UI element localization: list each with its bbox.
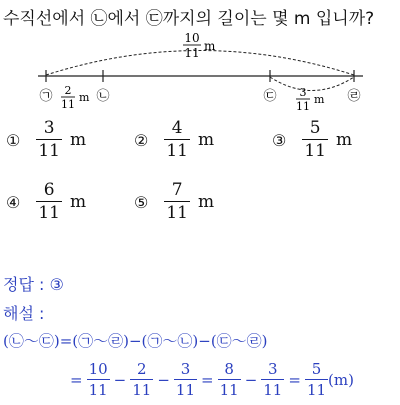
- choice-5-den: 11: [166, 203, 188, 223]
- eq-fraction-4: $\frac{8}{11}$: [219, 360, 239, 399]
- result-unit: (m): [328, 371, 354, 389]
- explanation-label: 해설 :: [3, 304, 45, 323]
- point-b-label: ㉡: [96, 89, 110, 104]
- choice-4-num: 6: [43, 180, 55, 200]
- point-d-label: ㉣: [347, 89, 361, 104]
- small-label-den: 11: [61, 98, 75, 111]
- top-label-den: 11: [184, 46, 200, 60]
- right-dashed-arc: [270, 77, 354, 91]
- top-dashed-arc: [46, 51, 354, 76]
- minus-sign-3: −: [244, 371, 258, 389]
- equals-sign-1: =: [70, 371, 83, 389]
- answer-label: 정답 :: [3, 275, 45, 294]
- choice-3-fraction: [302, 120, 328, 160]
- right-label-den: 11: [296, 100, 310, 113]
- top-label-num: 10: [184, 31, 200, 45]
- minus-sign-1: −: [113, 371, 127, 389]
- choice-2-unit: m: [197, 130, 215, 150]
- right-label-unit: m: [314, 93, 325, 106]
- point-c-label: ㉢: [263, 89, 277, 104]
- choice-2-marker: ②: [134, 130, 149, 150]
- eq-fraction-6: $\frac{5}{11}$: [306, 360, 327, 399]
- small-label-num: 2: [64, 84, 72, 97]
- right-label-num: 3: [299, 86, 307, 99]
- choice-3-num: 5: [309, 118, 321, 138]
- choice-3[interactable]: [272, 120, 352, 160]
- question-text: 수직선에서 ㉡에서 ㉢까지의 길이는 몇 m 입니까?: [3, 9, 375, 29]
- choice-5-unit: m: [197, 192, 215, 212]
- choice-2-num: 4: [171, 118, 183, 138]
- choice-1-num: 3: [43, 118, 55, 138]
- choice-5[interactable]: [134, 182, 214, 222]
- explanation-equation: [66, 362, 354, 398]
- choice-5-num: 7: [171, 180, 183, 200]
- eq-fraction-5: $\frac{3}{11}$: [263, 360, 283, 399]
- choice-4-den: 11: [38, 203, 60, 223]
- answer-line: [3, 272, 64, 295]
- eq-fraction-2: $\frac{2}{11}$: [132, 360, 152, 399]
- choice-1[interactable]: [6, 120, 86, 160]
- equals-sign-3: =: [288, 371, 301, 389]
- point-a-label: ㉠: [39, 89, 53, 104]
- choice-5-fraction: [164, 182, 190, 222]
- eq-fraction-1: $\frac{10}{11}$: [88, 360, 108, 399]
- choice-1-fraction: [36, 120, 62, 160]
- choice-1-den: 11: [38, 141, 60, 161]
- choice-4-unit: m: [69, 192, 87, 212]
- choice-3-marker: ③: [272, 130, 287, 150]
- choice-4[interactable]: [6, 182, 86, 222]
- top-label-unit: m: [204, 39, 216, 53]
- choice-3-den: 11: [304, 141, 326, 161]
- equals-sign-2: =: [201, 371, 214, 389]
- choice-2-den: 11: [166, 141, 188, 161]
- choice-2-fraction: [164, 120, 190, 160]
- explanation-line-1: (㉡～㉢)=(㉠～㉣)−(㉠～㉡)−(㉢～㉣): [3, 332, 268, 350]
- answer-value: ③: [49, 275, 64, 294]
- number-line-diagram: [0, 28, 400, 116]
- choice-4-marker: ④: [6, 192, 21, 212]
- small-label-unit: m: [79, 91, 90, 104]
- choice-1-marker: ①: [6, 130, 21, 150]
- choice-3-unit: m: [335, 130, 353, 150]
- eq-fraction-3: $\frac{3}{11}$: [175, 360, 196, 399]
- choice-1-unit: m: [69, 130, 87, 150]
- choice-4-fraction: [36, 182, 62, 222]
- choice-5-marker: ⑤: [134, 192, 149, 212]
- choice-2[interactable]: [134, 120, 214, 160]
- minus-sign-2: −: [157, 371, 170, 389]
